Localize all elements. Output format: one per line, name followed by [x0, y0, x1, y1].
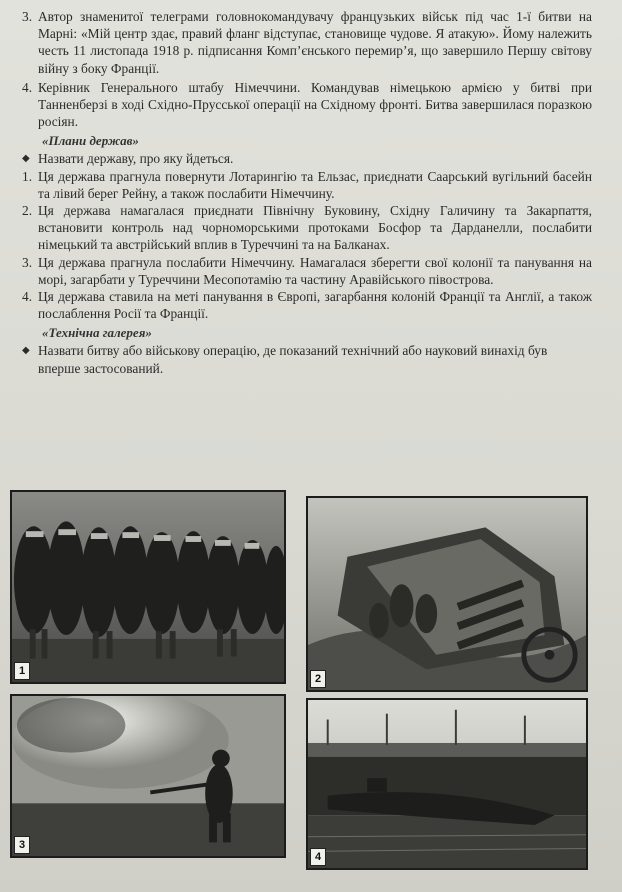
- plan-item-2: [22, 202, 592, 254]
- plans-instruction: [22, 150, 592, 167]
- photo-submarine: [306, 698, 588, 870]
- instruction-text: Назвати битву або військову операцію, де показаний технічний або науковий винахід був вперше застосований.: [38, 343, 548, 376]
- photo-gas-victims: [10, 490, 286, 684]
- flamethrower-image: [12, 696, 284, 856]
- question-4: [22, 79, 592, 131]
- plan-text: Ця держава прагнула повернути Лотарингію та Ельзас, приєднати Саарський вугільний басейн та лівий берег Рейну, а також послабити Німеччину.: [38, 168, 592, 201]
- section-title-plans: «Плани держав»: [42, 133, 139, 149]
- submarine-image: [308, 700, 586, 868]
- photo-number-badge: 4: [310, 848, 326, 866]
- plan-text: Ця держава прагнула послабити Німеччину. Намагалася зберегти свої колонії та панування на морі, загарбати у Туреччини Месопотамію та частину Аравійського півострова.: [38, 254, 592, 287]
- plan-number: 3.: [22, 254, 33, 270]
- plan-number: 1.: [22, 168, 33, 184]
- bullet-icon: ◆: [22, 345, 30, 357]
- plan-item-3: [22, 254, 592, 288]
- tank-image: [308, 498, 586, 690]
- question-3: [22, 8, 592, 77]
- question-number: 3.: [22, 9, 33, 24]
- gallery-instruction: [22, 342, 592, 376]
- photo-number-badge: 3: [14, 836, 30, 854]
- plan-text: Ця держава ставила на меті панування в Європі, загарбання колоній Франції та Англії, а також послаблення Росії та Франції.: [38, 289, 592, 322]
- question-text: Керівник Генерального штабу Німеччини. Командував німецькою армією у битві при Танненберзі в ході Східно-Прусської операції на Східному фронті. Битва завершилася поразкою росіян.: [38, 79, 592, 130]
- plan-text: Ця держава намагалася приєднати Північну Буковину, Східну Галичину та Закарпаття, встановити контроль над чорноморськими протоками Босфор та Дарданелли, послабити німецький та австрійський вплив в Туреччині та на Балканах.: [38, 203, 592, 253]
- plan-item-4: [22, 288, 592, 322]
- section-title-gallery: «Технічна галерея»: [42, 325, 152, 341]
- gas-victims-image: [12, 492, 284, 682]
- bullet-icon: ◆: [22, 153, 30, 165]
- photo-tank: [306, 496, 588, 692]
- instruction-text: Назвати державу, про яку йдеться.: [38, 151, 234, 167]
- plan-number: 4.: [22, 289, 33, 305]
- plan-number: 2.: [22, 203, 33, 219]
- question-number: 4.: [22, 79, 33, 95]
- photo-number-badge: 1: [14, 662, 30, 680]
- photo-number-badge: 2: [310, 670, 326, 688]
- photo-flamethrower: [10, 694, 286, 858]
- photo-gallery: [10, 490, 590, 882]
- plan-item-1: [22, 168, 592, 202]
- question-text: Автор знаменитої телеграми головнокомандувачу французьких військ під час 1-ї битви на Марні: «Мій центр здає, правий фланг відступає, становище чудове. Я атакую». Йому належить честь 11 листопада 1918 р. підписання Комп’єнського перемир’я, що завершило Першу світову війну з боку Франції.: [38, 9, 592, 76]
